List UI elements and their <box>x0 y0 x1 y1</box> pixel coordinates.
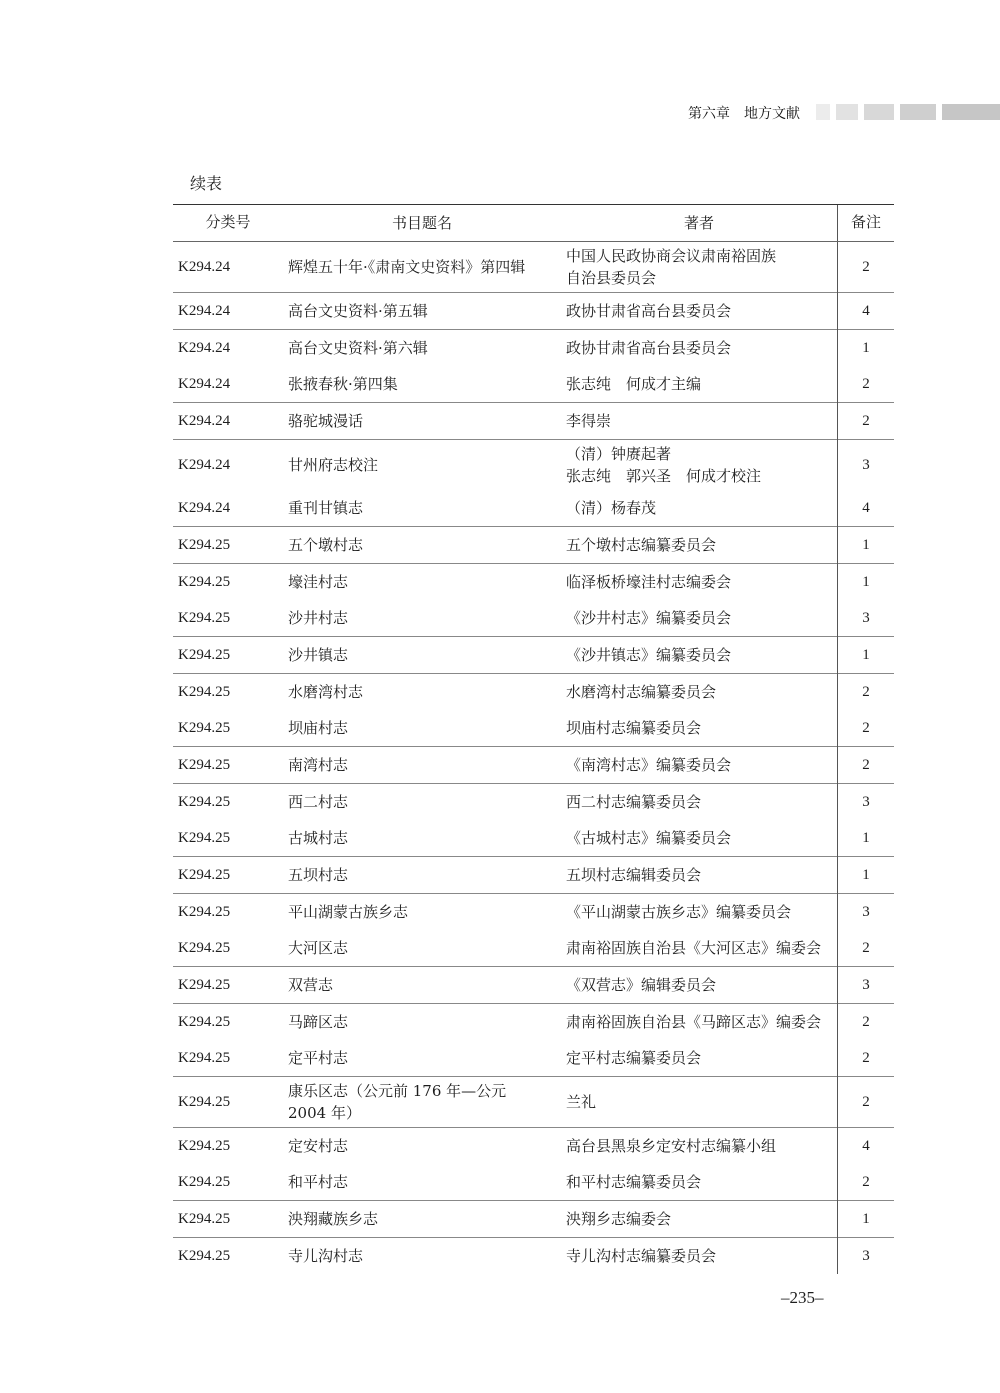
title-line: 定平村志 <box>288 1049 349 1067</box>
cell-title <box>283 637 561 674</box>
title-line: 平山湖蒙古族乡志 <box>288 903 409 921</box>
cell-note: 3 <box>838 440 895 491</box>
title-line: 定安村志 <box>288 1137 349 1155</box>
table-row <box>173 490 894 527</box>
author-line: 水磨湾村志编纂委员会 <box>566 683 717 701</box>
cell-title <box>283 242 561 293</box>
cell-title <box>283 564 561 601</box>
table-body <box>173 242 894 1275</box>
table-row <box>173 1238 894 1275</box>
cell-title <box>283 1128 561 1165</box>
cell-author <box>561 930 838 967</box>
author-line: 张志纯 何成才主编 <box>566 375 702 393</box>
cell-title <box>283 366 561 403</box>
cell-title <box>283 784 561 821</box>
cell-note: 2 <box>838 1164 895 1201</box>
cell-note: 3 <box>838 894 895 931</box>
title-line: 寺儿沟村志 <box>288 1247 364 1265</box>
title-line: 骆驼城漫话 <box>288 412 364 430</box>
table-row <box>173 366 894 403</box>
author-line: 寺儿沟村志编纂委员会 <box>566 1247 717 1265</box>
author-line: 坝庙村志编纂委员会 <box>566 719 702 737</box>
cell-code: K294.24 <box>173 293 283 330</box>
cell-note: 1 <box>838 857 895 894</box>
column-header-title: 书目题名 <box>283 205 561 242</box>
author-line: 《双营志》编辑委员会 <box>566 976 717 994</box>
cell-note: 2 <box>838 710 895 747</box>
cell-code: K294.25 <box>173 747 283 784</box>
cell-note: 1 <box>838 564 895 601</box>
cell-title <box>283 930 561 967</box>
author-line: 兰礼 <box>566 1093 597 1111</box>
author-line: 和平村志编纂委员会 <box>566 1173 702 1191</box>
table-row <box>173 894 894 931</box>
cell-note: 2 <box>838 747 895 784</box>
cell-title <box>283 600 561 637</box>
author-line: 《古城村志》编纂委员会 <box>566 829 732 847</box>
cell-code: K294.25 <box>173 637 283 674</box>
cell-note: 1 <box>838 527 895 564</box>
cell-code: K294.24 <box>173 403 283 440</box>
cell-note: 1 <box>838 820 895 857</box>
cell-author <box>561 600 838 637</box>
title-line: 高台文史资料·第五辑 <box>288 302 428 320</box>
title-line: 和平村志 <box>288 1173 349 1191</box>
cell-title <box>283 967 561 1004</box>
cell-code: K294.25 <box>178 720 231 736</box>
cell-title <box>283 1040 561 1077</box>
cell-title <box>283 490 561 527</box>
cell-author <box>561 1201 838 1238</box>
cell-code: K294.25 <box>173 1238 283 1275</box>
table-row <box>173 1128 894 1165</box>
cell-note: 4 <box>838 1128 895 1165</box>
cell-title <box>283 1201 561 1238</box>
author-line: 定平村志编纂委员会 <box>566 1049 702 1067</box>
cell-code: K294.25 <box>173 857 283 894</box>
cell-code: K294.25 <box>173 894 283 931</box>
cell-author <box>561 857 838 894</box>
cell-code: K294.25 <box>173 564 283 601</box>
title-line: 泱翔藏族乡志 <box>288 1210 379 1228</box>
table-row <box>173 930 894 967</box>
cell-code: K294.24 <box>178 376 231 392</box>
cell-code: K294.25 <box>173 784 283 821</box>
table-row <box>173 242 894 293</box>
table-row <box>173 710 894 747</box>
table-header-row <box>173 205 894 242</box>
bibliography-table <box>173 204 894 1274</box>
cell-author <box>561 820 838 857</box>
cell-author <box>561 1128 838 1165</box>
cell-author <box>561 674 838 711</box>
page-number: –235– <box>781 1288 824 1307</box>
title-line: 高台文史资料·第六辑 <box>288 339 428 357</box>
table-row <box>173 857 894 894</box>
table-row <box>173 747 894 784</box>
table-row <box>173 330 894 367</box>
cell-code: K294.25 <box>178 830 231 846</box>
cell-author <box>561 527 838 564</box>
cell-note: 3 <box>838 1238 895 1275</box>
author-line: 中国人民政协商会议肃南裕固族 <box>566 247 777 265</box>
cell-code: K294.24 <box>178 500 231 516</box>
title-line: 康乐区志（公元前 176 年—公元 <box>288 1082 507 1100</box>
title-line: 古城村志 <box>288 829 349 847</box>
cell-author <box>561 637 838 674</box>
title-line: 张掖春秋·第四集 <box>288 375 398 393</box>
author-line: 《平山湖蒙古族乡志》编纂委员会 <box>566 903 792 921</box>
cell-author <box>561 967 838 1004</box>
cell-note: 4 <box>838 490 895 527</box>
cell-note: 4 <box>838 293 895 330</box>
cell-code: K294.25 <box>173 1201 283 1238</box>
title-line: 坝庙村志 <box>288 719 349 737</box>
table-row <box>173 967 894 1004</box>
title-line: 双营志 <box>288 976 334 994</box>
table-row <box>173 564 894 601</box>
cell-title <box>283 293 561 330</box>
table-row <box>173 527 894 564</box>
cell-title <box>283 1164 561 1201</box>
cell-title <box>283 330 561 367</box>
author-line: 临泽板桥壕洼村志编委会 <box>566 573 732 591</box>
cell-author <box>561 490 838 527</box>
cell-title <box>283 440 561 491</box>
cell-author <box>561 242 838 293</box>
cell-code: K294.25 <box>173 967 283 1004</box>
table-row <box>173 820 894 857</box>
table-row <box>173 600 894 637</box>
title-line: 辉煌五十年·《肃南文史资料》第四辑 <box>288 258 526 276</box>
cell-title <box>283 403 561 440</box>
cell-title <box>283 1077 561 1128</box>
chapter-header: 第六章 地方文献 <box>688 106 800 122</box>
title-line: 壕洼村志 <box>288 573 349 591</box>
cell-note: 2 <box>838 1077 895 1128</box>
cell-author <box>561 440 838 491</box>
column-header-note: 备注 <box>838 205 895 242</box>
cell-title <box>283 1004 561 1041</box>
cell-title <box>283 527 561 564</box>
table-row <box>173 440 894 491</box>
title-line: 五个墩村志 <box>288 536 364 554</box>
cell-author <box>561 366 838 403</box>
cell-code: K294.24 <box>178 259 231 275</box>
author-line: 泱翔乡志编委会 <box>566 1210 672 1228</box>
cell-title <box>283 710 561 747</box>
title-line: 甘州府志校注 <box>288 456 379 474</box>
cell-note: 2 <box>838 674 895 711</box>
author-line: 《沙井镇志》编纂委员会 <box>566 646 732 664</box>
title-line: 五坝村志 <box>288 866 349 884</box>
cell-title <box>283 674 561 711</box>
cell-author <box>561 1164 838 1201</box>
author-line: 《沙井村志》编纂委员会 <box>566 609 732 627</box>
cell-author <box>561 1077 838 1128</box>
cell-title <box>283 894 561 931</box>
title-line: 马蹄区志 <box>288 1013 349 1031</box>
author-line: （清）杨春茂 <box>566 499 657 517</box>
cell-title <box>283 747 561 784</box>
title-line: 西二村志 <box>288 793 349 811</box>
cell-code: K294.25 <box>173 527 283 564</box>
author-line: 《南湾村志》编纂委员会 <box>566 756 732 774</box>
cell-note: 2 <box>838 366 895 403</box>
column-header-author: 著者 <box>561 205 838 242</box>
cell-code: K294.25 <box>178 1174 231 1190</box>
cell-note: 2 <box>838 403 895 440</box>
title-line: 重刊甘镇志 <box>288 499 364 517</box>
author-line: 五坝村志编辑委员会 <box>566 866 702 884</box>
table-row <box>173 1164 894 1201</box>
title-line: 2004 年） <box>288 1104 361 1122</box>
author-line: 高台县黑泉乡定安村志编纂小组 <box>566 1137 777 1155</box>
table-row <box>173 784 894 821</box>
author-line: 自治县委员会 <box>566 269 657 287</box>
cell-code: K294.24 <box>173 440 283 491</box>
cell-author <box>561 710 838 747</box>
cell-author <box>561 784 838 821</box>
author-line: （清）钟赓起著 <box>566 445 672 463</box>
cell-note: 3 <box>838 600 895 637</box>
title-line: 沙井村志 <box>288 609 349 627</box>
cell-code: K294.25 <box>178 940 231 956</box>
cell-note: 2 <box>838 1004 895 1041</box>
cell-author <box>561 1040 838 1077</box>
table-row <box>173 1077 894 1128</box>
cell-note: 1 <box>838 637 895 674</box>
cell-note: 2 <box>838 242 895 293</box>
cell-note: 3 <box>838 967 895 1004</box>
author-line: 政协甘肃省高台县委员会 <box>566 339 732 357</box>
cell-author <box>561 747 838 784</box>
cell-author <box>561 894 838 931</box>
cell-title <box>283 857 561 894</box>
author-line: 政协甘肃省高台县委员会 <box>566 302 732 320</box>
cell-author <box>561 403 838 440</box>
title-line: 大河区志 <box>288 939 349 957</box>
cell-note: 1 <box>838 330 895 367</box>
cell-author <box>561 564 838 601</box>
table-row <box>173 1004 894 1041</box>
title-line: 沙井镇志 <box>288 646 349 664</box>
cell-code: K294.25 <box>173 674 283 711</box>
table-row <box>173 1201 894 1238</box>
cell-note: 2 <box>838 930 895 967</box>
cell-note: 2 <box>838 1040 895 1077</box>
author-line: 李得崇 <box>566 412 612 430</box>
cell-code: K294.25 <box>173 1128 283 1165</box>
cell-code: K294.25 <box>173 1077 283 1128</box>
table-row <box>173 403 894 440</box>
table-row <box>173 1040 894 1077</box>
author-line: 西二村志编纂委员会 <box>566 793 702 811</box>
table-row <box>173 674 894 711</box>
cell-author <box>561 1004 838 1041</box>
author-line: 肃南裕固族自治县《大河区志》编委会 <box>566 939 822 957</box>
cell-author <box>561 293 838 330</box>
table-row <box>173 637 894 674</box>
cell-code: K294.25 <box>178 610 231 626</box>
continued-table-label: 续表 <box>190 174 223 193</box>
cell-code: K294.25 <box>173 1004 283 1041</box>
title-line: 水磨湾村志 <box>288 683 364 701</box>
cell-code: K294.24 <box>173 330 283 367</box>
cell-code: K294.25 <box>178 1050 231 1066</box>
cell-note: 3 <box>838 784 895 821</box>
cell-author <box>561 1238 838 1275</box>
title-line: 南湾村志 <box>288 756 349 774</box>
cell-note: 1 <box>838 1201 895 1238</box>
table-row <box>173 293 894 330</box>
column-header-code: 分类号 <box>173 205 283 242</box>
author-line: 肃南裕固族自治县《马蹄区志》编委会 <box>566 1013 822 1031</box>
author-line: 张志纯 郭兴圣 何成才校注 <box>566 467 762 485</box>
author-line: 五个墩村志编纂委员会 <box>566 536 717 554</box>
cell-title <box>283 1238 561 1275</box>
cell-author <box>561 330 838 367</box>
cell-title <box>283 820 561 857</box>
